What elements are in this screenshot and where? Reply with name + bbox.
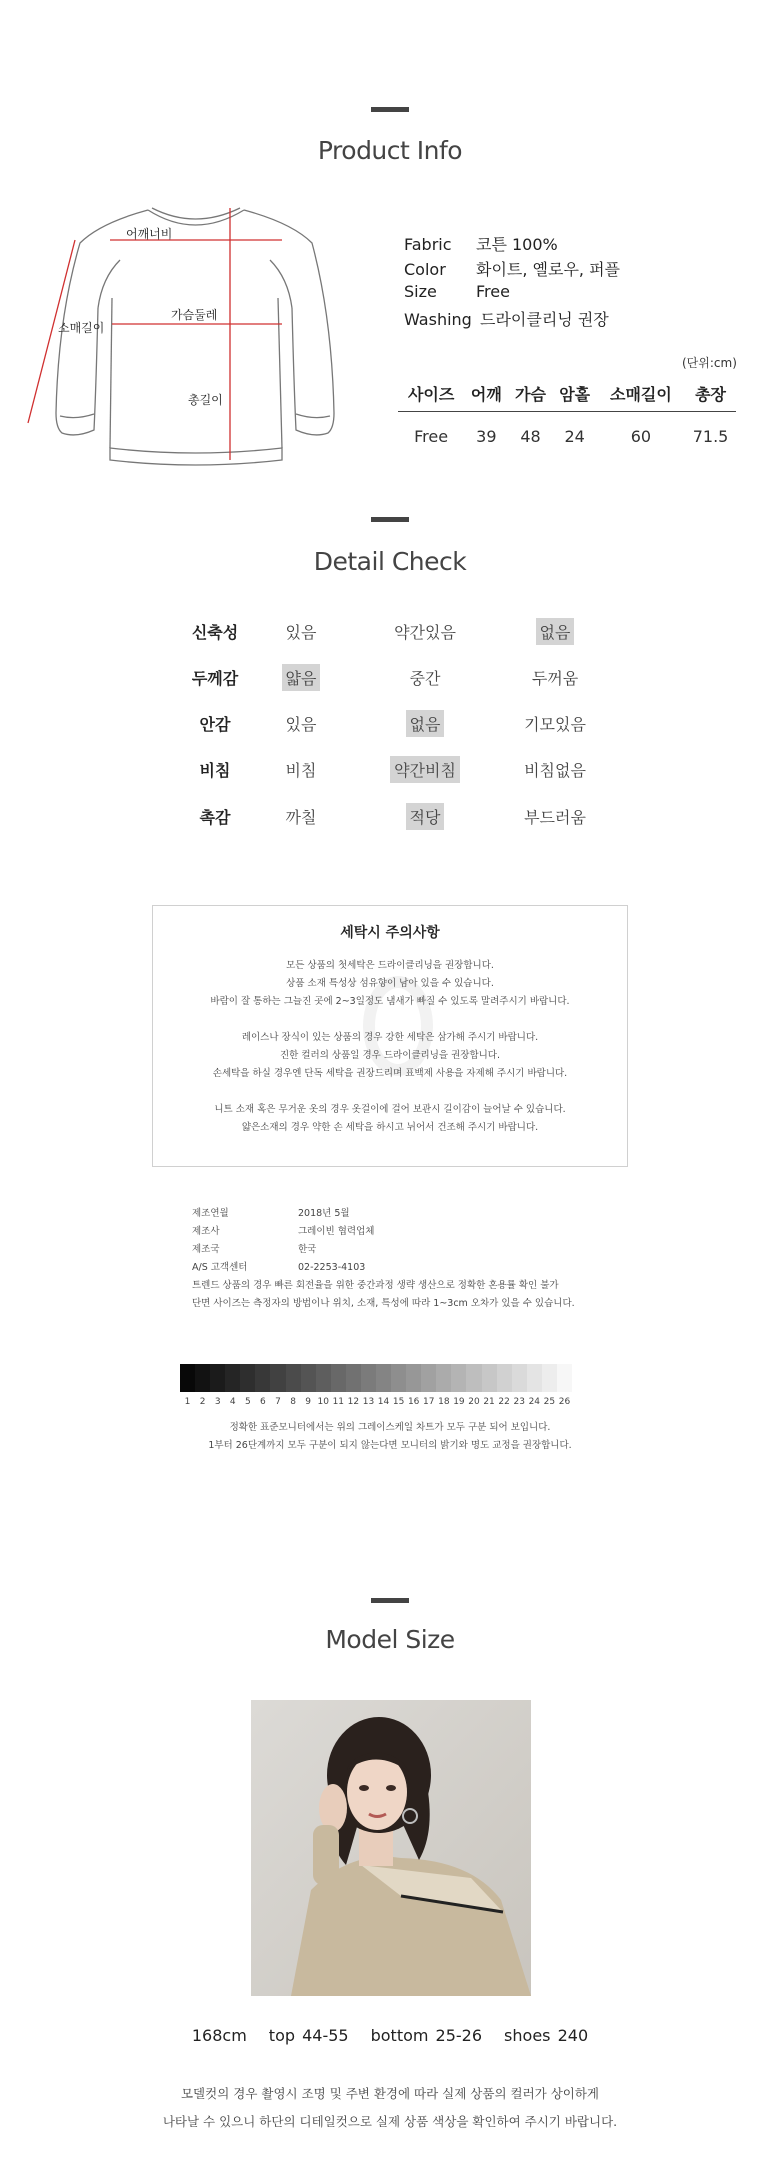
table-cell: 48	[520, 426, 541, 446]
detail-check-option: 있음	[285, 623, 317, 642]
detail-check-option: 없음	[500, 618, 610, 645]
washing-line: 니트 소재 혹은 무거운 옷의 경우 옷걸이에 걸어 보관시 길이감이 늘어날 수 있습니다.	[214, 1104, 566, 1115]
grayscale-number: 3	[214, 1397, 221, 1407]
detail-check-title: Detail Check	[313, 547, 467, 576]
washing-line: 손세탁을 하실 경우엔 단독 세탁을 권장드리며 표백제 사용을 자제해 주시기 바랍니다.	[212, 1068, 568, 1079]
detail-check-row	[180, 618, 620, 644]
table-cell: 39	[476, 426, 497, 446]
detail-check-row	[180, 710, 620, 736]
model-bottom-size: bottom 25-26	[370, 2026, 483, 2045]
washing-instructions	[153, 957, 627, 1137]
detail-check-label: 신축성	[191, 623, 239, 642]
spec-fabric: Fabric 코튼 100%	[404, 235, 558, 254]
table-cell: 60	[630, 426, 652, 446]
detail-check-label: 비침	[199, 761, 231, 780]
detail-check-option: 부드러움	[524, 808, 586, 827]
detail-check-label: 촉감	[199, 808, 231, 827]
sleeve-label: 소매길이	[58, 321, 105, 335]
detail-check-row	[180, 664, 620, 690]
grayscale-swatch	[225, 1364, 240, 1392]
washing-line: 모든 상품의 첫세탁은 드라이클리닝을 권장합니다.	[286, 960, 494, 971]
detail-check-option: 까칠	[285, 808, 317, 827]
chest-label: 가슴둘레	[171, 308, 218, 322]
garment-size-diagram	[20, 198, 360, 478]
table-cell: 24	[564, 426, 585, 446]
model-measurements	[0, 2026, 780, 2045]
model-height: 168cm	[191, 2026, 247, 2045]
table-header-cell: 어깨	[464, 375, 508, 412]
grayscale-swatch	[466, 1364, 481, 1392]
grayscale-number: 2	[199, 1397, 206, 1407]
detail-check-option: 얇음	[246, 664, 356, 691]
detail-check-option: 비침	[285, 761, 317, 780]
grayscale-number: 1	[184, 1397, 191, 1407]
model-shoes-size: shoes 240	[504, 2026, 589, 2045]
washing-title: 세탁시 주의사항	[340, 925, 440, 941]
washing-line: 진한 컬러의 상품일 경우 드라이클리닝을 권장합니다.	[279, 1050, 500, 1061]
grayscale-swatch	[195, 1364, 210, 1392]
detail-check-label: 안감	[199, 715, 231, 734]
section-divider-bar	[371, 107, 409, 112]
washing-line: 얇은소재의 경우 약한 손 세탁을 하시고 뉘어서 건조해 주시기 바랍니다.	[241, 1122, 539, 1133]
grayscale-numbers	[180, 1397, 592, 1409]
detail-check-option: 두꺼움	[531, 669, 579, 688]
grayscale-swatch	[210, 1364, 225, 1392]
grayscale-swatch	[512, 1364, 527, 1392]
grayscale-number: 21	[483, 1397, 495, 1407]
grayscale-number: 16	[407, 1397, 420, 1407]
grayscale-number: 19	[453, 1397, 465, 1407]
grayscale-swatch	[240, 1364, 255, 1392]
table-header-cell: 총장	[685, 375, 736, 412]
grayscale-number: 25	[543, 1397, 556, 1407]
grayscale-number: 26	[558, 1397, 571, 1407]
detail-check-option: 약간있음	[394, 623, 456, 642]
mfg-row: A/S 고객센터 02-2253-4103	[192, 1262, 366, 1273]
grayscale-number: 9	[305, 1397, 311, 1407]
grayscale-swatch	[331, 1364, 346, 1392]
manufacture-info	[192, 1205, 575, 1313]
grayscale-number: 23	[513, 1397, 525, 1407]
grayscale-swatch	[421, 1364, 436, 1392]
grayscale-number: 20	[468, 1397, 480, 1407]
section-divider-bar	[371, 517, 409, 522]
detail-check-label: 두께감	[191, 669, 239, 688]
product-info-title: Product Info	[317, 136, 463, 165]
grayscale-swatch	[255, 1364, 270, 1392]
size-table-header	[398, 375, 736, 412]
mfg-note: 단면 사이즈는 측정자의 방법이나 위치, 소재, 특성에 따라 1~3cm 오차가 있을 수 있습니다.	[192, 1298, 575, 1309]
grayscale-number: 24	[528, 1397, 541, 1407]
mfg-row: 제조연월 2018년 5월	[192, 1208, 350, 1219]
grayscale-number: 12	[347, 1397, 360, 1407]
detail-check-row	[180, 803, 620, 829]
table-header-cell: 암홀	[553, 375, 597, 412]
spec-washing: Washing 드라이클리닝 권장	[404, 310, 609, 329]
grayscale-number: 6	[260, 1397, 266, 1407]
spec-size: Size Free	[404, 282, 510, 301]
shoulder-label: 어깨너비	[126, 227, 173, 241]
grayscale-number: 15	[392, 1397, 405, 1407]
grayscale-swatch	[527, 1364, 542, 1392]
grayscale-swatch	[270, 1364, 285, 1392]
table-cell: 71.5	[692, 426, 729, 446]
detail-check-option: 없음	[370, 710, 480, 737]
length-label: 총길이	[188, 393, 223, 407]
grayscale-number: 11	[332, 1397, 345, 1407]
model-color-note: 모델컷의 경우 촬영시 조명 및 주변 환경에 따라 실제 상품의 컬러가 상이하게 나타날 수 있으니 하단의 디테일컷으로 실제 상품 색상을 확인하여 주시기 바랍니다.	[162, 2086, 618, 2129]
table-header-cell: 사이즈	[398, 375, 464, 412]
grayscale-swatch	[361, 1364, 376, 1392]
model-top-size: top 44-55	[268, 2026, 349, 2045]
unit-label: (단위:cm)	[682, 356, 737, 370]
detail-check-option: 적당	[370, 803, 480, 830]
grayscale-note: 정확한 표준모니터에서는 위의 그레이스케일 차트가 모두 구분 되어 보입니다. 1부터 26단계까지 모두 구분이 되지 않는다면 모니터의 밝기와 명도 교정을 권장합니다.	[208, 1422, 572, 1451]
washing-notice-box	[152, 905, 628, 1167]
detail-check-option: 있음	[285, 715, 317, 734]
table-row	[398, 412, 736, 461]
grayscale-number: 17	[423, 1397, 435, 1407]
detail-check-row	[180, 756, 620, 782]
grayscale-number: 18	[438, 1397, 450, 1407]
grayscale-swatch	[301, 1364, 316, 1392]
grayscale-swatch	[406, 1364, 421, 1392]
model-photo	[251, 1700, 531, 1996]
section-divider-bar	[371, 1598, 409, 1603]
grayscale-number: 14	[377, 1397, 390, 1407]
size-table	[398, 375, 736, 460]
grayscale-number: 22	[498, 1397, 510, 1407]
mfg-row: 제조사 그레이빈 협력업체	[192, 1226, 375, 1237]
grayscale-swatch	[180, 1364, 195, 1392]
model-size-title: Model Size	[325, 1625, 455, 1654]
table-header-cell: 가슴	[508, 375, 552, 412]
washing-line: 상품 소재 특성상 섬유향이 남아 있을 수 있습니다.	[286, 978, 494, 989]
detail-check-option: 중간	[409, 669, 441, 688]
grayscale-swatch	[316, 1364, 331, 1392]
grayscale-number: 7	[275, 1397, 281, 1407]
grayscale-swatch	[557, 1364, 572, 1392]
mfg-note: 트렌드 상품의 경우 빠른 회전율을 위한 중간과정 생략 생산으로 정확한 혼용률 확인 불가	[192, 1280, 559, 1291]
detail-check-option: 기모있음	[524, 715, 586, 734]
detail-check-option: 약간비침	[370, 756, 480, 783]
washing-line: 레이스나 장식이 있는 상품의 경우 강한 세탁은 삼가해 주시기 바랍니다.	[241, 1032, 539, 1043]
grayscale-number: 5	[244, 1397, 251, 1407]
grayscale-swatch	[346, 1364, 361, 1392]
grayscale-swatch	[482, 1364, 497, 1392]
grayscale-chart	[180, 1364, 572, 1392]
grayscale-number: 4	[229, 1397, 236, 1407]
washing-line: 바람이 잘 통하는 그늘진 곳에 2~3일정도 냄새가 빠질 수 있도록 말려주시기 바랍니다.	[210, 996, 570, 1007]
grayscale-number: 13	[362, 1397, 375, 1407]
spec-color: Color 화이트, 옐로우, 퍼플	[404, 260, 620, 279]
mfg-row: 제조국 한국	[192, 1244, 317, 1255]
grayscale-swatch	[376, 1364, 391, 1392]
grayscale-swatch	[436, 1364, 451, 1392]
grayscale-swatch	[542, 1364, 557, 1392]
table-cell: Free	[414, 426, 449, 446]
grayscale-number: 10	[317, 1397, 329, 1407]
table-header-cell: 소매길이	[597, 375, 685, 412]
grayscale-swatch	[451, 1364, 466, 1392]
grayscale-number: 8	[290, 1397, 296, 1407]
grayscale-swatch	[391, 1364, 406, 1392]
grayscale-swatch	[286, 1364, 301, 1392]
grayscale-swatch	[497, 1364, 512, 1392]
detail-check-option: 비침없음	[524, 761, 586, 780]
